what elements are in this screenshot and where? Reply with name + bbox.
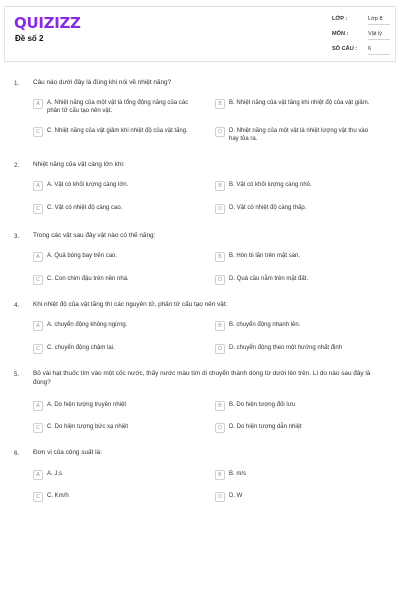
option-letter-badge: D <box>215 127 225 137</box>
question-count-label: SỐ CÂU : <box>332 46 358 52</box>
option-letter-badge: C <box>33 492 43 502</box>
option-text: A. Do hiện tượng truyền nhiệt <box>47 402 126 408</box>
question-text: Khi nhiệt độ của vật tăng thì các nguyên tử, phân tử cấu tạo nên vật: <box>33 301 228 308</box>
option-text: D. Do hiện tượng dẫn nhiệt <box>229 424 302 430</box>
question-number: 3. <box>14 233 20 240</box>
option-letter-badge: B <box>215 181 225 191</box>
option-letter-badge: C <box>33 275 43 285</box>
option-text: B. m/s <box>229 471 247 477</box>
option-letter-badge: A <box>33 470 43 480</box>
option-text: C. chuyển động chậm lại. <box>47 345 115 351</box>
option-letter-badge: B <box>215 252 225 262</box>
question-number: 6. <box>14 450 20 457</box>
option-text: C. Con chim đậu trên nền nhà. <box>47 276 129 282</box>
option-text: A. Quả bóng bay trên cao. <box>47 253 118 259</box>
option-letter-badge: D <box>215 423 225 433</box>
option-letter-badge: D <box>215 204 225 214</box>
question-count-value: 6 <box>368 46 390 55</box>
option-text: A. Nhiệt năng của một vật là tổng động năng của các phân tử cấu tạo nên vật. <box>47 100 189 114</box>
option-letter-badge: A <box>33 99 43 109</box>
option-text: A. J.s <box>47 471 63 477</box>
option-letter-badge: C <box>33 423 43 433</box>
option-letter-badge: A <box>33 252 43 262</box>
option-text: D. Nhiệt năng của một vật là nhiệt lượng vật thu vào hay tỏa ra. <box>229 128 369 142</box>
option-letter-badge: D <box>215 492 225 502</box>
question-number: 5. <box>14 371 20 378</box>
option-letter-badge: C <box>33 344 43 354</box>
option-letter-badge: A <box>33 401 43 411</box>
option-letter-badge: C <box>33 204 43 214</box>
option-letter-badge: B <box>215 321 225 331</box>
option-text: D. W <box>229 493 243 499</box>
option-letter-badge: D <box>215 275 225 285</box>
option-text: B. chuyển động nhanh lên. <box>229 322 301 328</box>
exam-title: Đề số 2 <box>15 34 44 43</box>
question-text: Đơn vị của công suất là: <box>33 449 102 456</box>
option-text: B. Nhiệt năng của vật tăng khi nhiệt độ của vật giảm. <box>229 100 370 106</box>
option-text: D. chuyển động theo một hướng nhất định <box>229 345 343 351</box>
question-text: Bỏ vài hạt thuốc tím vào một cốc nước, thấy nước màu tím di chuyển thành dòng từ dưới lên trên. Lí do nào sau đây là đúng? <box>33 370 371 386</box>
question-number: 4. <box>14 302 20 309</box>
class-value: Lớp 8 <box>368 16 390 25</box>
option-text: C. Vật có nhiệt độ càng cao. <box>47 205 123 211</box>
option-letter-badge: A <box>33 321 43 331</box>
class-label: LỚP : <box>332 16 348 22</box>
quizizz-logo: QUIZIZZ <box>14 14 81 32</box>
option-text: B. Vật có khối lượng càng nhỏ. <box>229 182 312 188</box>
option-text: D. Quả cầu nằm trên mặt đất. <box>229 276 309 282</box>
question-text: Câu nào dưới đây là đúng khi nói về nhiệt năng? <box>33 79 172 86</box>
question-text: Trong các vật sau đây vật nào có thế năng: <box>33 232 156 239</box>
option-text: B. Hòn bi lăn trên mặt sàn. <box>229 253 301 259</box>
option-text: C. Nhiệt năng của vật giảm khi nhiệt độ của vật tăng. <box>47 128 188 134</box>
option-letter-badge: A <box>33 181 43 191</box>
option-text: A. Vật có khối lượng càng lớn. <box>47 182 129 188</box>
option-letter-badge: C <box>33 127 43 137</box>
option-letter-badge: B <box>215 99 225 109</box>
option-text: A. chuyển động không ngừng. <box>47 322 128 328</box>
option-text: C. Km/h <box>47 493 69 499</box>
option-letter-badge: B <box>215 401 225 411</box>
question-number: 2. <box>14 162 20 169</box>
question-text: Nhiệt năng của vật càng lớn khi: <box>33 161 125 168</box>
option-text: B. Do hiện tượng đối lưu <box>229 402 296 408</box>
option-letter-badge: D <box>215 344 225 354</box>
option-text: C. Do hiện tượng bức xạ nhiệt <box>47 424 129 430</box>
question-number: 1. <box>14 80 20 87</box>
option-text: D. Vật có nhiệt độ càng thấp. <box>229 205 307 211</box>
option-letter-badge: B <box>215 470 225 480</box>
subject-value: Vật lý <box>368 31 390 40</box>
subject-label: MÔN : <box>332 31 349 37</box>
